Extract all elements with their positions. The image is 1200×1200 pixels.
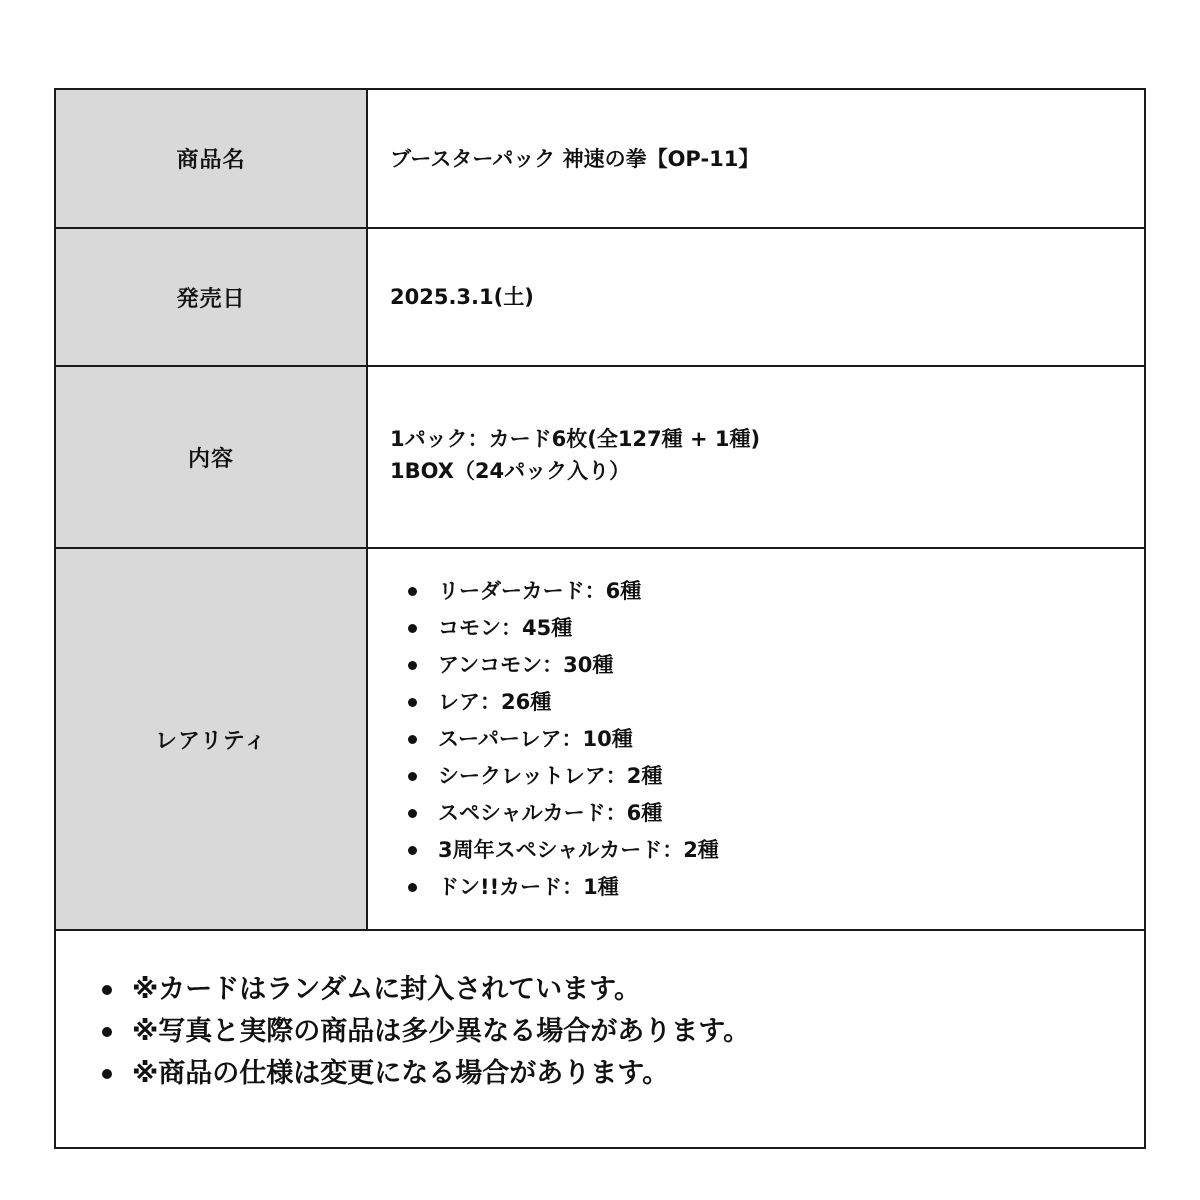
bullet-icon	[408, 809, 417, 818]
rarity-item-text: シークレットレア：2種	[438, 763, 663, 788]
contents-value	[368, 367, 1144, 547]
rarity-label: レアリティ	[56, 549, 368, 929]
note-text: ※写真と実際の商品は多少異なる場合があります。	[132, 1016, 751, 1047]
contents-row	[56, 367, 1144, 549]
bullet-icon	[408, 846, 417, 855]
rarity-list	[390, 573, 1144, 906]
rarity-item-rare	[408, 684, 1144, 721]
release-date-text: 2025.3.1(土)	[390, 285, 534, 309]
note-text: ※カードはランダムに封入されています。	[132, 974, 642, 1005]
product-name-text: ブースターパック 神速の拳【OP-11】	[390, 146, 760, 171]
rarity-item-text: スーパーレア：10種	[438, 726, 633, 751]
rarity-item-special	[408, 795, 1144, 832]
rarity-item-text: コモン：45種	[438, 615, 573, 640]
product-name-label: 商品名	[56, 90, 368, 227]
rarity-item-don	[408, 869, 1144, 906]
rarity-item-super-rare	[408, 721, 1144, 758]
product-name-row	[56, 90, 1144, 229]
rarity-row	[56, 549, 1144, 931]
rarity-item-common	[408, 610, 1144, 647]
rarity-item-secret-rare	[408, 758, 1144, 795]
bullet-icon	[102, 1069, 112, 1079]
rarity-value	[368, 549, 1144, 929]
rarity-item-text: スペシャルカード：6種	[438, 800, 663, 825]
release-date-value	[368, 229, 1144, 365]
contents-line-pack: 1パック：カード6枚(全127種 + 1種)	[390, 427, 761, 451]
rarity-item-3rd-anniversary	[408, 832, 1144, 869]
notes-section	[56, 931, 1144, 1147]
contents-line-box: 1BOX（24パック入り）	[390, 459, 631, 483]
release-date-row	[56, 229, 1144, 367]
bullet-icon	[102, 1027, 112, 1037]
product-name-value	[368, 90, 1144, 227]
note-photo-difference	[102, 1011, 1144, 1053]
bullet-icon	[408, 883, 417, 892]
bullet-icon	[408, 698, 417, 707]
rarity-item-text: レア：26種	[438, 689, 552, 714]
product-spec-table	[54, 88, 1146, 1149]
rarity-item-text: アンコモン：30種	[438, 652, 614, 677]
bullet-icon	[408, 735, 417, 744]
rarity-item-text: リーダーカード：6種	[438, 578, 642, 603]
note-spec-change	[102, 1053, 1144, 1095]
bullet-icon	[408, 624, 417, 633]
bullet-icon	[408, 587, 417, 596]
rarity-item-uncommon	[408, 647, 1144, 684]
bullet-icon	[408, 661, 417, 670]
contents-label: 内容	[56, 367, 368, 547]
bullet-icon	[408, 772, 417, 781]
note-random-insertion	[102, 969, 1144, 1011]
release-date-label: 発売日	[56, 229, 368, 365]
rarity-item-text: 3周年スペシャルカード：2種	[438, 837, 719, 862]
bullet-icon	[102, 985, 112, 995]
rarity-item-text: ドン!!カード：1種	[438, 874, 619, 899]
note-text: ※商品の仕様は変更になる場合があります。	[132, 1058, 670, 1089]
rarity-item-leader	[408, 573, 1144, 610]
